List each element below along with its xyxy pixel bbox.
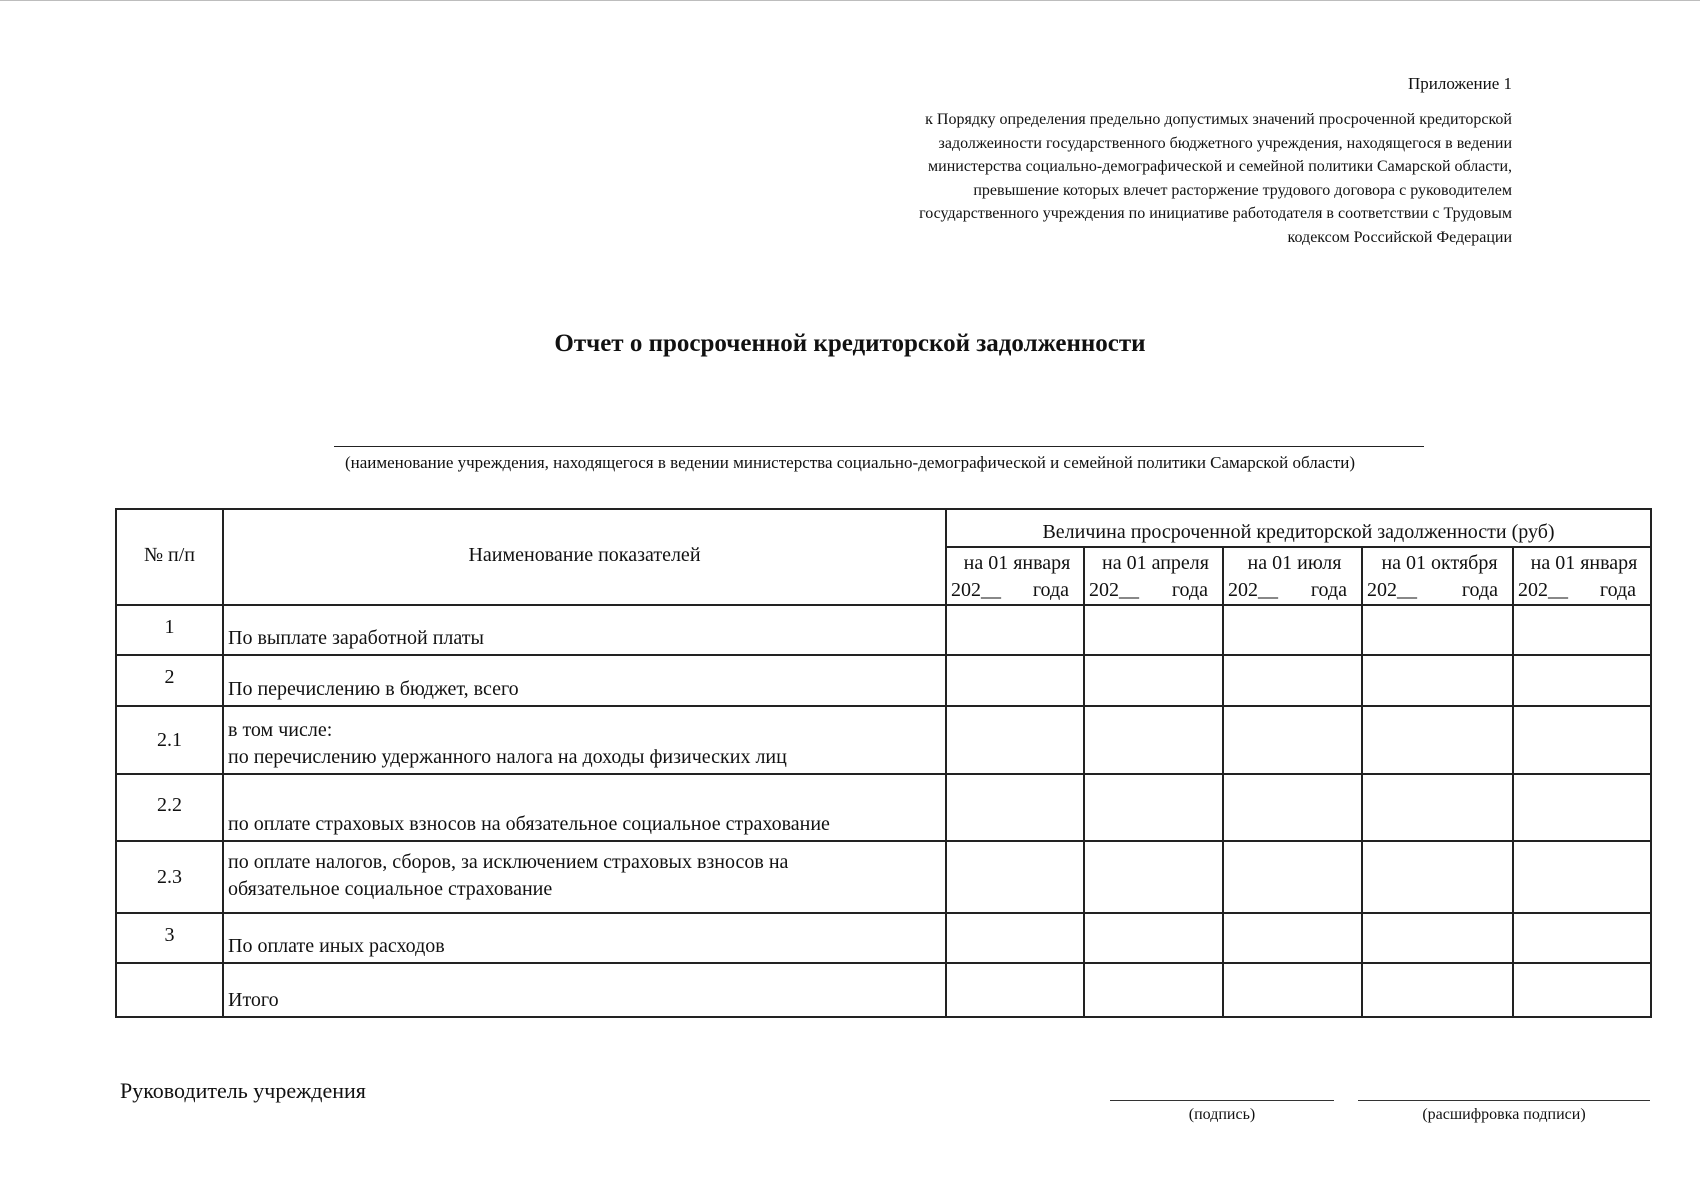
row-num: 2.3 [116,841,223,913]
table-header-row [116,509,1651,547]
date-suffix: года [1032,579,1069,601]
header-name: Наименование показателей [223,509,946,605]
value-cell[interactable] [946,655,1084,706]
date-label: на 01 июля [1247,552,1342,574]
table-row [116,605,1651,655]
value-cell[interactable] [1362,605,1513,655]
header-num: № п/п [116,509,223,605]
value-cell[interactable] [1513,706,1651,774]
date-label: на 01 января [1530,552,1638,574]
row-num: 3 [116,913,223,963]
document-title: Отчет о просроченной кредиторской задолженности [554,330,1146,357]
date-header-jan-next [1513,547,1651,605]
date-header-apr [1084,547,1223,605]
date-label: на 01 октября [1381,552,1498,574]
value-cell[interactable] [1084,774,1223,841]
appendix-title: Приложение 1 [1408,74,1512,93]
row-num [116,963,223,1017]
signature-decode-caption: (расшифровка подписи) [1422,1106,1586,1123]
table-row [116,841,1651,913]
value-cell[interactable] [1362,913,1513,963]
value-cell[interactable] [1084,841,1223,913]
value-cell[interactable] [1513,963,1651,1017]
value-cell[interactable] [1223,963,1362,1017]
value-cell[interactable] [946,913,1084,963]
row-indicator-line: по оплате налогов, сборов, за исключением страховых взносов на [228,851,789,873]
date-year: 202__ [1089,579,1139,601]
row-num: 1 [116,605,223,655]
date-suffix: года [1461,579,1498,601]
date-year: 202__ [951,579,1001,601]
value-cell[interactable] [1084,913,1223,963]
date-label: на 01 апреля [1102,552,1209,574]
date-header-oct [1362,547,1513,605]
table-row [116,913,1651,963]
value-cell[interactable] [946,605,1084,655]
row-indicator: Итого [223,963,946,1017]
date-label: на 01 января [963,552,1071,574]
date-suffix: года [1599,579,1637,601]
value-cell[interactable] [1362,655,1513,706]
row-num: 2 [116,655,223,706]
value-cell[interactable] [1362,963,1513,1017]
value-cell[interactable] [1513,655,1651,706]
signature-decode-line[interactable] [1358,1100,1650,1101]
row-indicator-line: обязательное социальное страхование [228,878,553,900]
value-cell[interactable] [1084,655,1223,706]
table-row [116,706,1651,774]
row-indicator: По оплате иных расходов [223,913,946,963]
value-cell[interactable] [1362,841,1513,913]
value-cell[interactable] [1223,841,1362,913]
row-indicator: По выплате заработной платы [223,605,946,655]
top-border [0,0,1700,1]
header-value: Величина просроченной кредиторской задолженности (руб) [946,509,1651,547]
value-cell[interactable] [1223,706,1362,774]
value-cell[interactable] [1223,913,1362,963]
row-indicator [223,706,946,774]
date-year: 202__ [1228,579,1278,601]
table-row [116,655,1651,706]
value-cell[interactable] [1513,913,1651,963]
value-cell[interactable] [1513,841,1651,913]
signature-role: Руководитель учреждения [120,1078,366,1103]
date-header-jul [1223,547,1362,605]
signature-caption: (подпись) [1188,1106,1256,1123]
institution-name-line[interactable] [334,446,1424,447]
report-table [115,508,1652,1018]
table-row [116,963,1651,1017]
value-cell[interactable] [1223,605,1362,655]
value-cell[interactable] [946,706,1084,774]
value-cell[interactable] [1513,605,1651,655]
value-cell[interactable] [1084,963,1223,1017]
row-indicator: По перечислению в бюджет, всего [223,655,946,706]
value-cell[interactable] [946,774,1084,841]
date-year: 202__ [1367,579,1417,601]
value-cell[interactable] [1362,774,1513,841]
row-indicator [223,841,946,913]
date-year: 202__ [1518,579,1568,601]
row-num: 2.2 [116,774,223,841]
date-header-jan [946,547,1084,605]
value-cell[interactable] [1362,706,1513,774]
date-suffix: года [1171,579,1208,601]
value-cell[interactable] [1223,655,1362,706]
value-cell[interactable] [1084,605,1223,655]
value-cell[interactable] [946,963,1084,1017]
row-num: 2.1 [116,706,223,774]
row-indicator: по оплате страховых взносов на обязательное социальное страхование [223,774,946,841]
row-indicator-line: в том числе: [228,719,333,741]
date-suffix: года [1310,579,1347,601]
value-cell[interactable] [1513,774,1651,841]
appendix-text: к Порядку определения предельно допустимых значений просроченной кредиторской задолжеиности государственного бюджетного учреждения, находящегося в ведении министерства социально-демографической и семейной политики Самарской области, превышение которых влечет расторжение трудового договора с руководителем государственного учреждения по инициативе работодателя в соответствии с Трудовым кодексом Российской Федерации [919,111,1512,246]
value-cell[interactable] [1223,774,1362,841]
table-row [116,774,1651,841]
row-indicator-line: по перечислению удержанного налога на доходы физических лиц [228,746,787,768]
signature-line[interactable] [1110,1100,1334,1101]
value-cell[interactable] [946,841,1084,913]
value-cell[interactable] [1084,706,1223,774]
institution-caption: (наименование учреждения, находящегося в ведении министерства социально-демографической и семейной политики Самарской области) [344,453,1356,472]
